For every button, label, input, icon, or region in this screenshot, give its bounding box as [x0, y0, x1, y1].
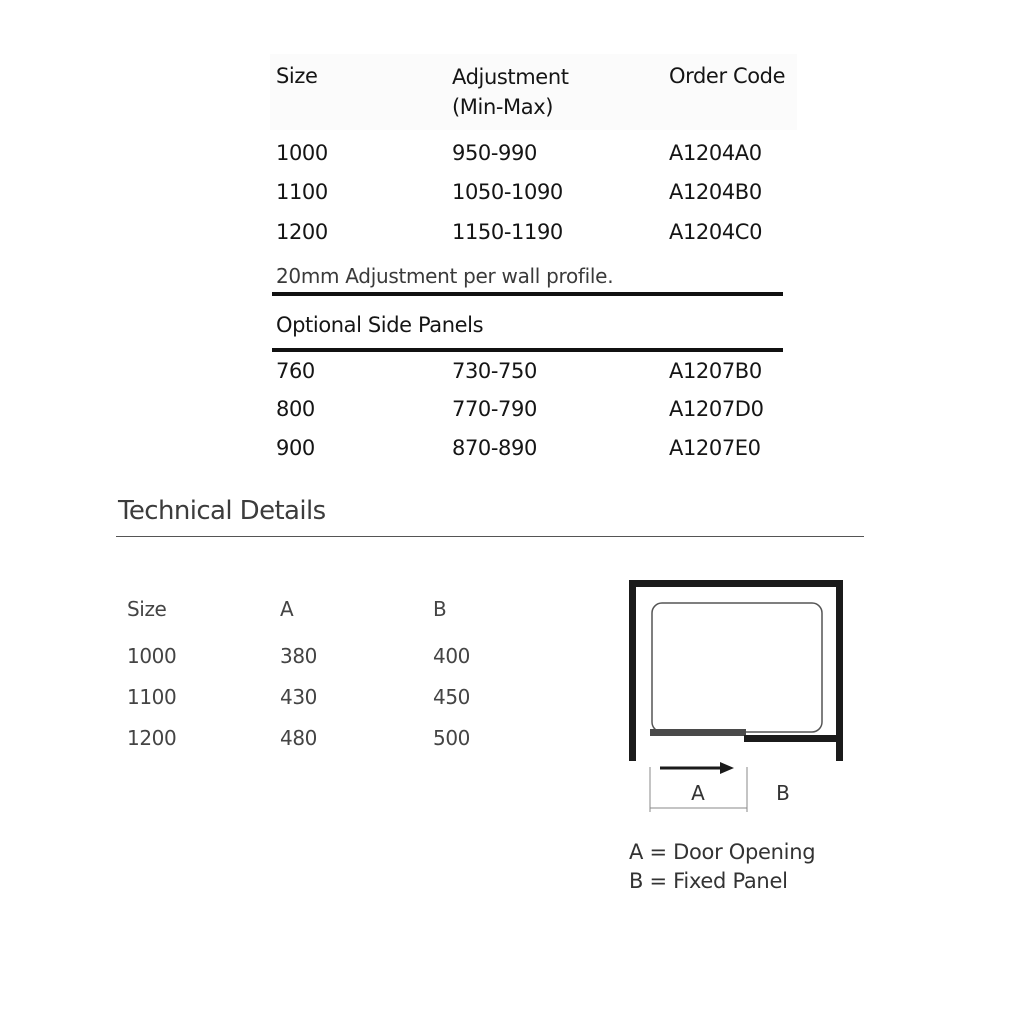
diagram-top-wall: [629, 580, 843, 587]
order-table-header-adjustment: [452, 62, 569, 122]
diagram-label-b: B: [776, 781, 790, 805]
order-row-2-adjustment: 1050-1090: [452, 180, 563, 204]
side-row-1-adjustment: 730-750: [452, 359, 537, 383]
legend-fixed-panel: B = Fixed Panel: [629, 869, 788, 893]
side-panels-title: Optional Side Panels: [276, 313, 484, 337]
arrow-head-icon: [720, 762, 734, 774]
diagram-shower-tray: [652, 603, 822, 732]
diagram-right-wall: [836, 580, 843, 761]
side-row-1-code: A1207B0: [669, 359, 762, 383]
order-row-2-size: 1100: [276, 180, 328, 204]
tech-row-1-b: 400: [433, 644, 470, 668]
side-row-3-code: A1207E0: [669, 436, 761, 460]
tech-header-b: B: [433, 597, 447, 621]
side-row-3-adjustment: 870-890: [452, 436, 537, 460]
side-row-2-adjustment: 770-790: [452, 397, 537, 421]
adjustment-note: 20mm Adjustment per wall profile.: [276, 264, 614, 288]
diagram-sliding-door: [650, 729, 746, 736]
diagram-left-wall: [629, 580, 636, 761]
tech-row-1-a: 380: [280, 644, 317, 668]
order-row-1-adjustment: 950-990: [452, 141, 537, 165]
side-row-1-size: 760: [276, 359, 315, 383]
divider-top: [272, 292, 783, 296]
tech-row-2-a: 430: [280, 685, 317, 709]
diagram-label-a: A: [691, 781, 705, 805]
tech-row-3-b: 500: [433, 726, 470, 750]
tech-header-size: Size: [127, 597, 167, 621]
diagram-fixed-panel: [744, 735, 836, 742]
tech-row-3-size: 1200: [127, 726, 177, 750]
order-row-1-size: 1000: [276, 141, 328, 165]
technical-details-title: Technical Details: [118, 496, 326, 526]
adjustment-header-label: Adjustment: [452, 65, 569, 89]
order-row-2-code: A1204B0: [669, 180, 762, 204]
technical-details-divider: [116, 536, 864, 537]
side-row-2-code: A1207D0: [669, 397, 764, 421]
order-table-header-order-code: Order Code: [669, 64, 786, 88]
order-row-1-code: A1204A0: [669, 141, 762, 165]
tech-row-3-a: 480: [280, 726, 317, 750]
side-row-3-size: 900: [276, 436, 315, 460]
tech-header-a: A: [280, 597, 294, 621]
order-row-3-code: A1204C0: [669, 220, 763, 244]
order-row-3-adjustment: 1150-1190: [452, 220, 563, 244]
order-row-3-size: 1200: [276, 220, 328, 244]
adjustment-header-sublabel: (Min-Max): [452, 95, 554, 119]
divider-side-panels: [272, 348, 783, 352]
tech-row-2-b: 450: [433, 685, 470, 709]
order-table-header-size: Size: [276, 64, 318, 88]
tech-row-1-size: 1000: [127, 644, 177, 668]
side-row-2-size: 800: [276, 397, 315, 421]
shower-door-diagram: [620, 575, 850, 815]
tech-row-2-size: 1100: [127, 685, 177, 709]
legend-door-opening: A = Door Opening: [629, 840, 816, 864]
